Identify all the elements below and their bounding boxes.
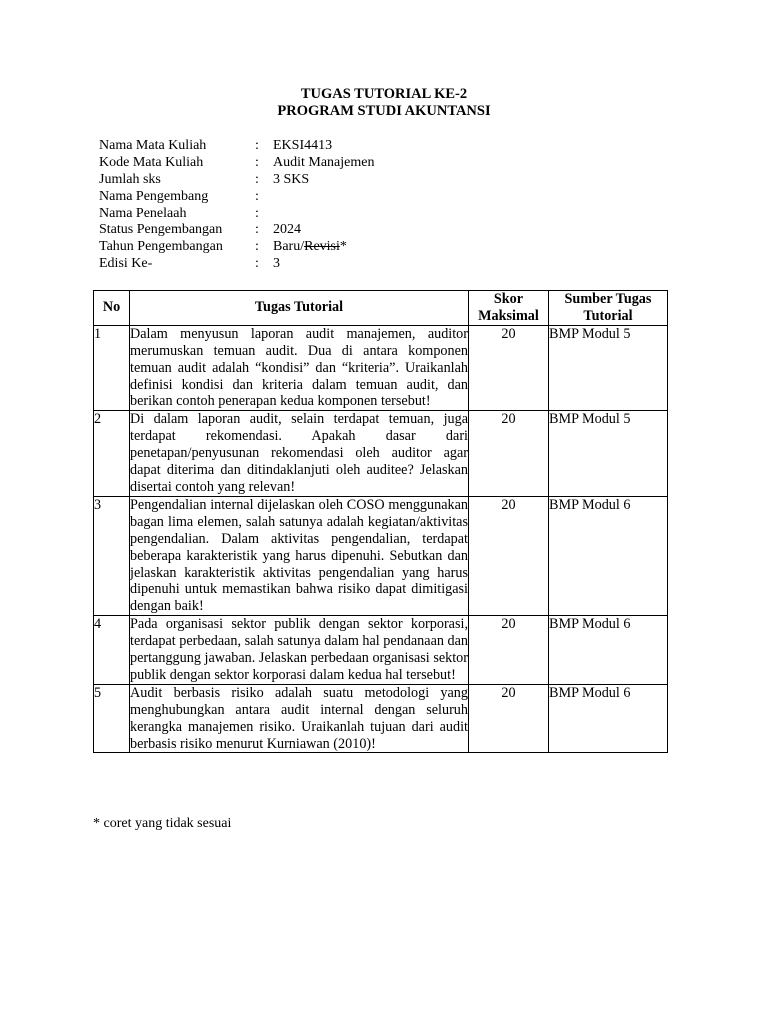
info-label: Nama Penelaah xyxy=(99,205,187,221)
info-label: Tahun Pengembangan xyxy=(99,239,223,255)
task-text: Audit berbasis risiko adalah suatu metodologi yang menghubungkan antara audit internal dengan seluruh kerangka manajemen risiko. Uraikanlah tujuan dari audit berbasis risiko menurut Kurniawan (2010)! xyxy=(130,684,468,752)
column-header-source: Sumber Tugas Tutorial xyxy=(549,291,668,326)
column-header-score: Skor Maksimal xyxy=(469,291,549,326)
footnote: * coret yang tidak sesuai xyxy=(93,816,232,831)
info-value xyxy=(273,239,347,256)
task-source: BMP Modul 6 xyxy=(549,616,668,685)
table-row xyxy=(94,616,668,685)
document-title: TUGAS TUTORIAL KE-2 xyxy=(300,86,468,102)
info-label: Status Pengembangan xyxy=(99,222,223,238)
row-number: 1 xyxy=(94,325,130,411)
info-colon: : xyxy=(255,205,259,221)
info-value: 3 xyxy=(273,256,280,272)
info-value: 2024 xyxy=(273,222,301,238)
row-number: 3 xyxy=(94,496,130,615)
task-text: Di dalam laporan audit, selain terdapat temuan, juga terdapat rekomendasi. Apakah dasar dari penetapan/penyusunan rekomendasi oleh auditor agar dapat diterima dan ditindaklanjuti oleh auditee? Jelaskan disertai contoh yang relevan! xyxy=(130,411,468,495)
table-header-row xyxy=(94,291,668,326)
info-value-asterisk: * xyxy=(339,239,347,255)
column-header-no: No xyxy=(94,291,130,326)
table-row xyxy=(94,496,668,615)
info-label: Kode Mata Kuliah xyxy=(99,154,204,170)
task-text: Pada organisasi sektor publik dengan sektor korporasi, terdapat perbedaan, salah satunya dalam hal pendanaan dan pertanggung jawaban. Jelaskan perbedaan organisasi sektor publik dengan sektor korporasi dalam kedua hal tersebut! xyxy=(130,616,468,683)
info-colon: : xyxy=(255,256,259,272)
info-label: Nama Mata Kuliah xyxy=(99,138,207,153)
task-source: BMP Modul 6 xyxy=(549,496,668,615)
info-colon: : xyxy=(255,154,259,170)
max-score: 20 xyxy=(469,496,549,615)
info-value: EKSI4413 xyxy=(273,138,333,153)
max-score: 20 xyxy=(469,411,549,497)
task-source: BMP Modul 5 xyxy=(549,325,668,411)
info-label: Nama Pengembang xyxy=(99,188,209,204)
document-subtitle: PROGRAM STUDI AKUNTANSI xyxy=(277,103,491,119)
info-value-revision-struck: Revisi xyxy=(304,239,340,255)
row-number: 4 xyxy=(94,616,130,685)
table-row xyxy=(94,325,668,411)
info-colon: : xyxy=(255,222,259,238)
max-score: 20 xyxy=(469,684,549,753)
max-score: 20 xyxy=(469,616,549,685)
row-number: 2 xyxy=(94,411,130,497)
table-row xyxy=(94,684,668,753)
info-colon: : xyxy=(255,171,259,187)
task-text: Dalam menyusun laporan audit manajemen, auditor merumuskan temuan audit. Dua di antara komponen temuan audit adalah “kondisi” dan “kriteria”. Uraikanlah definisi kondisi dan kriteria dalam temuan audit, dan berikan contoh penerapan kedua komponen tersebut! xyxy=(130,325,468,410)
max-score: 20 xyxy=(469,325,549,411)
info-value: 3 SKS xyxy=(273,171,310,187)
row-number: 5 xyxy=(94,684,130,753)
info-value: Audit Manajemen xyxy=(273,154,375,170)
info-label: Edisi Ke- xyxy=(99,256,153,272)
task-text: Pengendalian internal dijelaskan oleh COSO menggunakan bagan lima elemen, salah satunya adalah kegiatan/aktivitas pengendalian. Dalam aktivitas pengendalian, terdapat beberapa karakteristik yang harus dipenuhi. Sebutkan dan jelaskan karakteristik aktivitas pengendalian yang harus dipenuhi untuk memastikan bahwa risiko dapat dimitigasi dengan baik! xyxy=(130,496,468,615)
info-colon: : xyxy=(255,188,259,204)
tutorial-tasks-table xyxy=(93,290,668,753)
task-source: BMP Modul 6 xyxy=(549,684,668,753)
task-source: BMP Modul 5 xyxy=(549,411,668,497)
column-header-task: Tugas Tutorial xyxy=(130,291,469,326)
info-value-new: Baru/ xyxy=(273,239,305,255)
table-row xyxy=(94,411,668,497)
info-colon: : xyxy=(255,138,259,153)
info-colon: : xyxy=(255,239,259,255)
info-label: Jumlah sks xyxy=(99,171,161,187)
